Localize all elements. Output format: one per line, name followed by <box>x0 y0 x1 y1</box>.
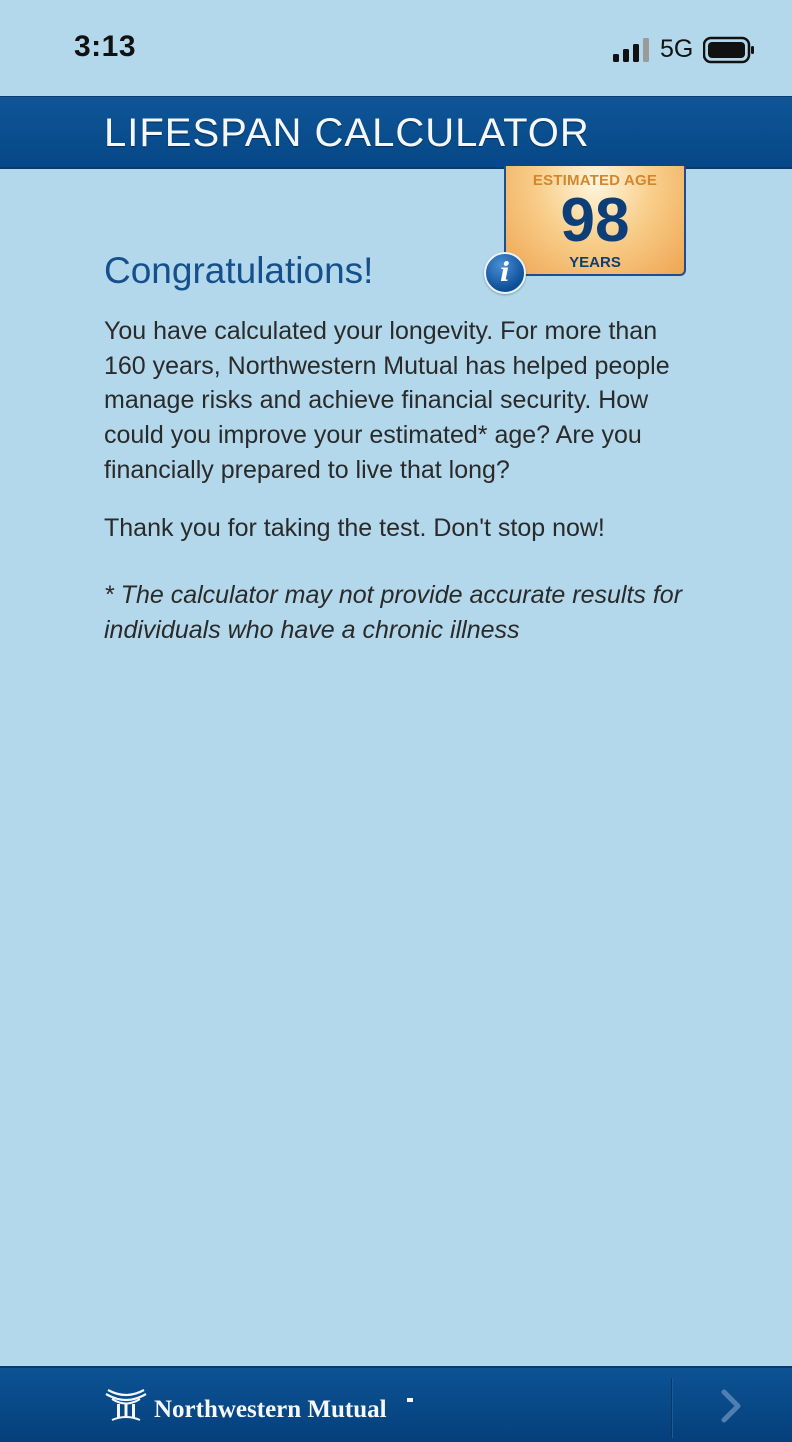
footer-bar <box>0 1366 792 1442</box>
status-bar <box>0 0 792 96</box>
badge-label: ESTIMATED AGE <box>532 172 658 189</box>
cellular-signal-icon <box>613 38 649 62</box>
battery-icon <box>703 36 755 64</box>
estimated-age-badge <box>504 166 686 276</box>
disclaimer-text: * The calculator may not provide accurate results for individuals who have a chronic illness <box>104 581 683 644</box>
northwestern-mutual-logo-icon <box>104 1386 148 1422</box>
estimated-age-value: 98 <box>560 186 630 255</box>
thank-you-paragraph: Thank you for taking the test. Don't stop now! <box>104 514 605 542</box>
result-paragraph: You have calculated your longevity. For more than 160 years, Northwestern Mutual has helped people manage risks and achieve financial security. How could you improve your estimated* age? Are you financially prepared to live that long? <box>104 317 670 484</box>
status-time: 3:13 <box>74 30 137 63</box>
footer-divider <box>671 1378 673 1438</box>
chevron-right-icon[interactable] <box>708 1384 752 1428</box>
network-type: 5G <box>660 35 694 63</box>
congratulations-heading: Congratulations! <box>104 250 374 291</box>
brand-trademark-mark <box>407 1398 413 1402</box>
info-button[interactable]: i <box>484 252 526 294</box>
badge-unit: YEARS <box>569 254 621 271</box>
app-header <box>0 96 792 169</box>
brand-name: Northwestern Mutual <box>154 1396 387 1423</box>
app-title: LIFESPAN CALCULATOR <box>104 111 590 155</box>
